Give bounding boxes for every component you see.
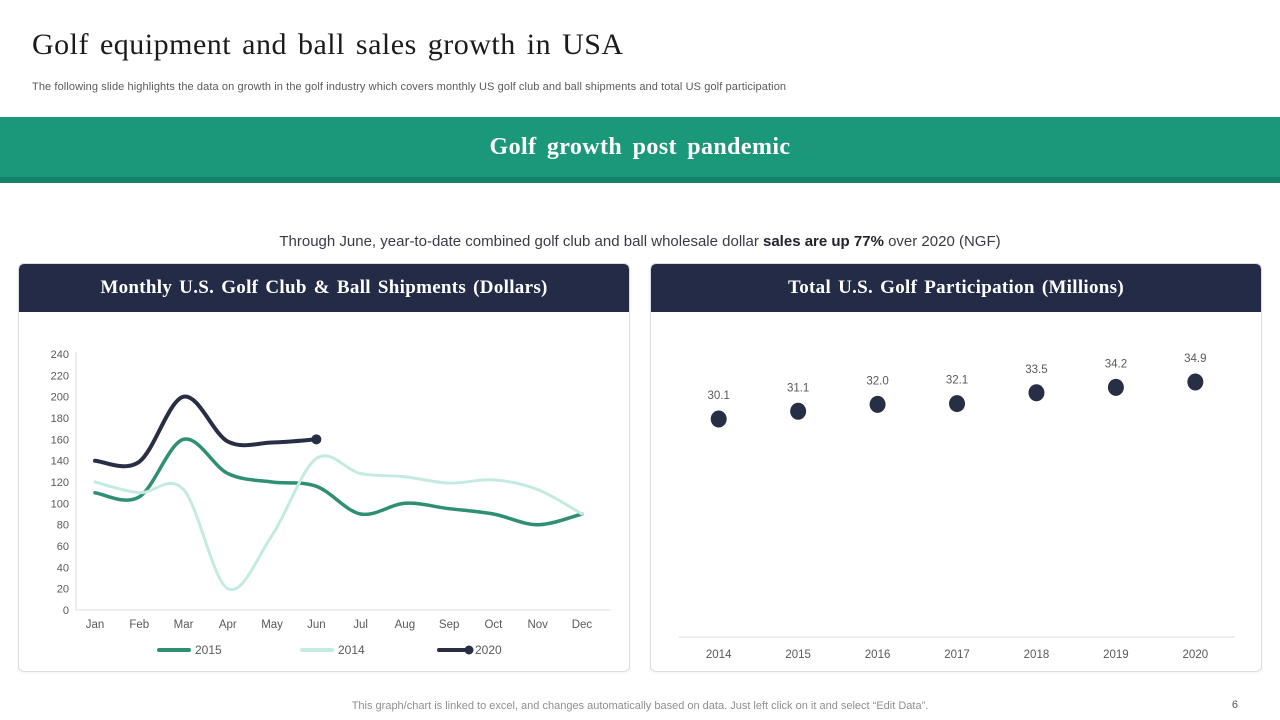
- y-tick-label: 120: [50, 477, 69, 489]
- participation-dot-2020: [1187, 373, 1203, 390]
- y-tick-label: 0: [62, 605, 69, 617]
- x-tick-label: Dec: [571, 619, 593, 631]
- y-tick-label: 200: [50, 391, 69, 404]
- x-tick-label: Feb: [129, 619, 150, 631]
- y-tick-label: 220: [50, 370, 69, 383]
- x-tick-label: Apr: [218, 619, 237, 631]
- y-tick-label: 180: [50, 413, 69, 425]
- y-tick-label: 240: [50, 349, 69, 361]
- x-tick-label: 2017: [944, 649, 970, 661]
- shipments-chart-header: [19, 264, 629, 312]
- x-tick-label: May: [261, 619, 283, 631]
- participation-scatter-chart[interactable]: [651, 312, 1261, 671]
- page-number: 6: [1231, 699, 1238, 711]
- participation-dot-2019: [1108, 379, 1124, 396]
- legend-marker-2020: [465, 646, 474, 655]
- slide-title: Golf equipment and ball sales growth in USA: [32, 28, 624, 61]
- y-tick-label: 40: [56, 562, 69, 575]
- callout-text: [0, 233, 1280, 250]
- x-tick-label: Jun: [307, 619, 326, 631]
- x-tick-label: 2020: [1182, 649, 1209, 661]
- section-banner-text: Golf growth post pandemic: [489, 133, 791, 160]
- x-tick-label: Oct: [484, 619, 503, 631]
- legend-label-2014: 2014: [338, 643, 365, 657]
- x-tick-label: 2015: [785, 649, 811, 661]
- participation-chart-body: [651, 312, 1261, 671]
- y-tick-label: 160: [50, 434, 69, 447]
- x-tick-label: Aug: [394, 619, 416, 631]
- legend-label-2020: 2020: [475, 643, 502, 657]
- participation-dot-2015: [790, 403, 806, 420]
- participation-dot-2017: [949, 395, 965, 412]
- x-tick-label: Jan: [85, 619, 105, 631]
- data-label-2019: 34.2: [1104, 358, 1128, 371]
- shipments-chart-card: [18, 263, 630, 672]
- data-label-2017: 32.1: [945, 374, 969, 387]
- callout-suffix: over 2020 (NGF): [883, 233, 1001, 250]
- data-label-2020: 34.9: [1184, 352, 1207, 365]
- x-tick-label: Nov: [527, 619, 548, 631]
- x-tick-label: Sep: [438, 619, 460, 631]
- x-tick-label: 2019: [1103, 649, 1129, 661]
- y-tick-label: 80: [56, 519, 69, 532]
- participation-chart-card: [650, 263, 1262, 672]
- slide-subtitle: The following slide highlights the data on growth in the golf industry which covers monthly US golf club and ball shipments and total US golf participation: [32, 81, 787, 93]
- data-label-2014: 30.1: [707, 390, 730, 402]
- x-tick-label: Mar: [173, 619, 194, 631]
- x-tick-label: 2016: [864, 649, 891, 661]
- shipments-line-chart[interactable]: [19, 312, 629, 671]
- data-label-2015: 31.1: [786, 382, 810, 395]
- x-tick-label: 2014: [705, 649, 732, 661]
- callout-bold: sales are up 77%: [763, 233, 884, 250]
- participation-dot-2016: [870, 396, 886, 413]
- legend-label-2015: 2015: [195, 643, 222, 657]
- y-tick-label: 60: [56, 541, 69, 553]
- callout-prefix: Through June, year-to-date combined golf club and ball wholesale dollar: [279, 233, 763, 250]
- footer-note: This graph/chart is linked to excel, and changes automatically based on data. Just left click on it and select “Edit Data”.: [351, 700, 929, 712]
- participation-chart-header: [651, 264, 1261, 312]
- y-tick-label: 20: [56, 583, 69, 596]
- section-banner: [0, 117, 1280, 183]
- series-line-2020: [95, 396, 316, 466]
- participation-chart-title: Total U.S. Golf Participation (Millions): [788, 277, 1124, 298]
- y-tick-label: 100: [50, 498, 69, 511]
- participation-dot-2014: [711, 411, 727, 428]
- data-label-2016: 32.0: [866, 375, 889, 388]
- x-tick-label: 2018: [1023, 649, 1050, 661]
- y-tick-label: 140: [50, 455, 69, 468]
- data-label-2018: 33.5: [1025, 363, 1048, 376]
- participation-dot-2018: [1028, 384, 1044, 401]
- shipments-chart-body: [19, 312, 629, 671]
- series-line-2014: [95, 456, 582, 590]
- shipments-chart-title: Monthly U.S. Golf Club & Ball Shipments (Dollars): [100, 277, 548, 298]
- series-end-marker-2020: [311, 434, 321, 444]
- x-tick-label: Jul: [353, 619, 368, 631]
